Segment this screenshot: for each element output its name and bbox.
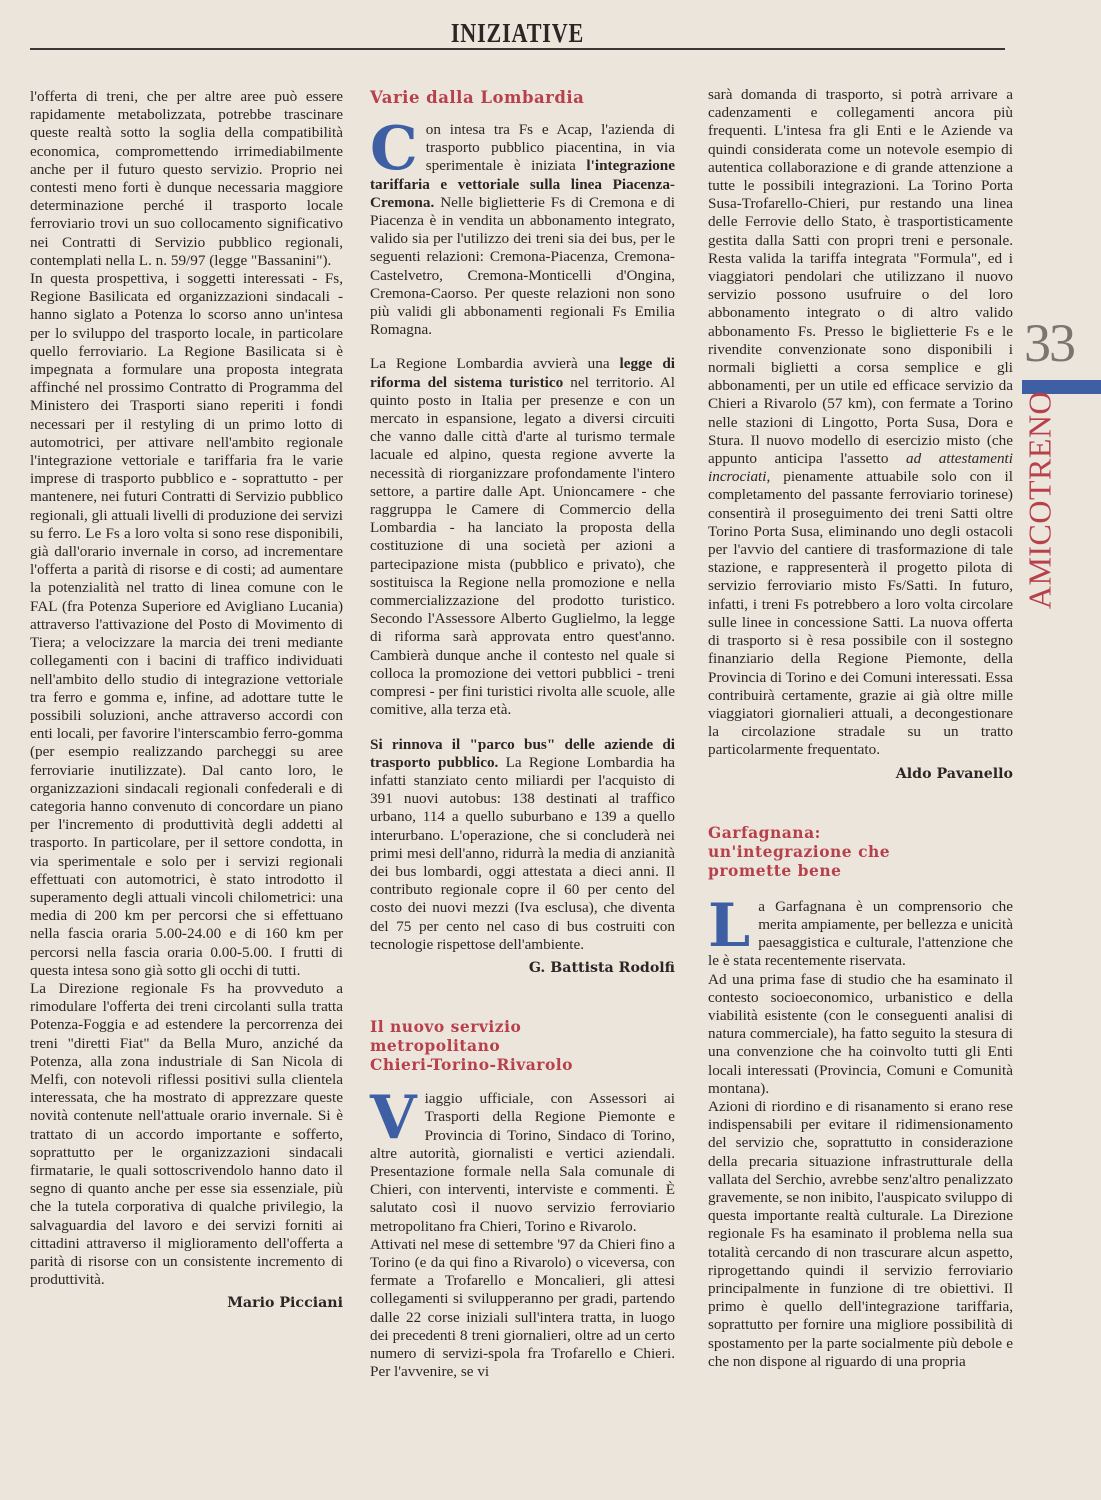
heading3-line-2: un'integrazione che bbox=[708, 841, 891, 861]
heading2-line-1: Il nuovo servizio bbox=[370, 1017, 522, 1037]
col2-paragraph-2 bbox=[370, 355, 675, 719]
col2-paragraph-3 bbox=[370, 736, 675, 954]
page-number: 33 bbox=[1024, 313, 1074, 373]
col2-paragraph-4 bbox=[370, 1083, 675, 1236]
col3-p1-italic: ad attestamenti incrociati bbox=[708, 450, 1013, 486]
col2-paragraph-5: Attivati nel mese di settembre '97 da Chieri fino a Torino (e da qui fino a Rivarolo) o viceversa, con fermate a Trofarello e Moncalieri, gli attesi collegamenti si svilupperanno per gradi, partendo dalle 22 corse iniziali sull'intera tratta, in luogo dei precedenti 8 treni giornalieri, oltre ad un certo numero di servizi-spola fra Trofarello e Chieri. Per l'avvenire, se vi bbox=[370, 1235, 675, 1381]
magazine-name: AMICOTRENO bbox=[1021, 390, 1058, 610]
col3-p1-text-b: , pienamente attuabile solo con il completamento del passante ferroviario torinese) consentirà il proseguimento dei treni Satti oltre Torino Porta Susa, eliminando uno degli ostacoli per l'avvio del cantiere di trasformazione di tale stazione, e rappresenterà il progetto pilota di servizio ferroviario misto Fs/Satti. In futuro, infatti, i treni Fs potrebbero a loro volta circolare sulle linee in concessione Satti. La nuova offerta di trasporto si è resa possibile con il sostegno finanziario della Regione Piemonte, della Provincia di Torino e dei Comuni interessati. Essa contribuirà certamente, grazie ai già oltre mille viaggiatori giornalieri attuali, a decongestionare la circolazione stradale su un tratto particolarmente frequentato. bbox=[708, 468, 1013, 759]
dropcap-c: C bbox=[370, 114, 418, 184]
col3-p1-text-a: sarà domanda di trasporto, si potrà arrivare a cadenzamenti e collegamenti ancora più frequenti. L'intesa fra gli Enti e le Aziende va quindi considerata come un notevole esempio di autentica collaborazione e di grande attenzione a tutte le possibili integrazioni. La Torino Porta Susa-Trofarello-Chieri, pur restando una linea delle Ferrovie dello Stato, è trasportisticamente gestita dalla Satti con propri treni e personale. Resta valida la tariffa integrata "Formula", ed i viaggiatori pendolari che utilizzano il nuovo servizio possono usufruire o del loro abbonamento integrato o di altro valido abbonamento Fs. Presso le biglietterie Fs e le rivendite convenzionate sono disponibili i normali biglietti a corsa semplice e gli abbonamenti, per un utile ed efficace servizio da Chieri a Rivarolo (57 km), con fermate a Torino nelle stazioni di Lingotto, Porta Susa, Dora e Stura. Il nuovo modello di esercizio misto (che appunto anticipa l'assetto bbox=[708, 86, 1013, 468]
heading-garfagnana bbox=[708, 823, 1013, 880]
col2-p2-bold: legge di riforma del sistema turistico bbox=[370, 355, 675, 391]
heading-chieri-torino-rivarolo bbox=[370, 1017, 675, 1074]
heading2-line-2: metropolitano bbox=[370, 1036, 501, 1056]
byline-pavanello: Aldo Pavanello bbox=[895, 765, 1013, 782]
col2-p1-bold: l'integrazione tariffaria e vettoriale sulla linea Piacenza-Cremona. bbox=[370, 157, 675, 211]
header-rule bbox=[30, 48, 1005, 50]
col2-p3-bold: Si rinnova il "parco bus" delle aziende di trasporto pubblico. bbox=[370, 735, 675, 771]
section-title: INIZIATIVE bbox=[450, 18, 585, 48]
col1-paragraph-1: l'offerta di treni, che per altre aree può essere rapidamente metabolizzata, potrebbe trascinare queste realtà sotto la soglia della compatibilità economica, compromettendo irrimediabilmente anche per il futuro questo servizio. Proprio nei contesti meno forti è dunque necessaria maggiore determinazione perché il trasporto locale ferroviario trovi un suo collocamento significativo nei Contratti di Servizio pubblico regionali, contemplati nella L. n. 59/97 (legge "Bassanini"). bbox=[30, 88, 343, 269]
col2-paragraph-1 bbox=[370, 114, 675, 339]
column-1 bbox=[30, 88, 343, 1313]
heading-lombardia: Varie dalla Lombardia bbox=[370, 88, 585, 107]
col2-p2-text-b: nel territorio. Al quinto posto in Italia per presenze e con un mercato in espansione, legato a diversi circuiti che vanno dalle città d'arte al turismo termale lacuale ed alpino, questa regione avverte la necessità di riorganizzare profondamente l'intero settore, a partire dalle Apt. Unioncamere - che raggruppa le Camere di Commercio della Lombardia - ha lanciato la proposta della costituzione di una società per azioni a partecipazione mista (pubblico e privato), che sostituisca la Regione nella promozione e nella commercializzazione del prodotto turistico. Secondo l'Assessore Alberto Guglielmo, la legge di riforma sarà approvata entro quest'anno. Cambierà dunque anche il contesto nel quale si colloca la promozione dei vettori pubblici - treni compresi - per fini turistici rivolta alle scuole, alle comitive, alla terza età. bbox=[370, 373, 675, 719]
col2-p4-text: iaggio ufficiale, con Assessori ai Trasporti della Regione Piemonte e Provincia di Torino, Sindaco di Torino, altre autorità, giornalisti e vertici aziendali. Presentazione formale nella Sala comunale di Chieri, con interventi, interviste e commenti. È salutato così il nuovo servizio ferroviario metropolitano fra Chieri, Torino e Rivarolo. bbox=[370, 1090, 675, 1235]
dropcap-v: V bbox=[370, 1083, 417, 1154]
col3-paragraph-3: Ad una prima fase di studio che ha esaminato il contesto socioeconomico, urbanistico e della viabilità esistente (con le conseguenti analisi di natura commerciale), ha fatto seguito la stesura di una convenzione che ha coinvolto tutti gli Enti locali interessati (Provincia, Comuni e Comunità montana). bbox=[708, 970, 1013, 1097]
col2-p2-text-a: La Regione Lombardia avvierà una bbox=[370, 355, 620, 373]
byline-mario-picciani: Mario Picciani bbox=[227, 1295, 343, 1312]
col3-paragraph-4: Azioni di riordino e di risanamento si erano rese indispensabili per evitare il ridimensionamento del servizio che, soprattutto in considerazione della precaria situazione infrastrutturale della vallata del Serchio, avrebbe senz'altro penalizzato gravemente, se non inibito, l'auspicato sviluppo di questa importante realtà culturale. La Direzione regionale Fs ha esaminato il problema nella sua totalità cercando di non trascurare alcun aspetto, riprogettando quindi il servizio ferroviario principalmente in funzione di tre obiettivi. Il primo è quello dell'integrazione tariffaria, soprattutto per fornire una migliore possibilità di spostamento per la parte socialmente più debole e che non dispone al riguardo di una propria bbox=[708, 1097, 1013, 1370]
column-3 bbox=[708, 86, 1013, 1371]
col3-paragraph-1 bbox=[708, 86, 1013, 760]
heading3-line-3: promette bene bbox=[708, 860, 842, 880]
col1-paragraph-3: La Direzione regionale Fs ha provveduto a rimodulare l'offerta dei treni circolanti sulla tratta Potenza-Foggia e ad estendere la percorrenza dei treni "diretti Fiat" da Bella Muro, anziché da Potenza, alla zona industriale di San Nicola di Melfi, con notevoli riflessi positivi sulla clientela interessata, che ha mostrato di apprezzare queste novità contenute nell'attuale orario invernale. Si è trattato di un accordo importante e sofferto, soprattutto per le organizzazioni sindacali firmatarie, le quali sottoscrivendolo hanno dato il segno di quanto anche per esse sia essenziale, più che la tutela corporativa di qualche privilegio, la salvaguardia del lavoro e dei servizi forniti ai cittadini attraverso il miglioramento dell'offerta a parità di risorse con un consistente incremento di produttività. bbox=[30, 979, 343, 1289]
col3-paragraph-2 bbox=[708, 890, 1013, 971]
col2-p1-text-a: on intesa tra Fs e Acap, l'azienda di trasporto pubblico piacentina, in via sperimentale è iniziata bbox=[425, 121, 675, 175]
heading3-line-1: Garfagnana: bbox=[708, 822, 821, 842]
byline-rodolfi: G. Battista Rodolfi bbox=[528, 959, 675, 976]
page-header bbox=[30, 18, 1005, 52]
col3-p2-text: a Garfagnana è un comprensorio che merita ampiamente, per bellezza e unicità paesaggistica e culturale, l'attenzione che le è stata recentemente riservata. bbox=[708, 897, 1013, 970]
col1-paragraph-2: In questa prospettiva, i soggetti interessati - Fs, Regione Basilicata ed organizzazioni sindacali - hanno siglato a Potenza lo scorso anno un'intesa per lo sviluppo del trasporto locale, in particolare quello ferroviario. La Regione Basilicata si è impegnata a formulare una proposta integrata affinché nel prossimo Contratto di Programma del Ministero dei Trasporti siano reperiti i fondi necessari per il restyling di un primo lotto di automotrici, per attivare nell'ambito regionale l'integrazione vettoriale e tariffaria fra le varie imprese di trasporto pubblico e - soprattutto - per mantenere, nei futuri Contratti di Servizio pubblico regionali, gli attuali livelli di produzione dei servizi su ferro. Le Fs a loro volta si sono rese disponibili, già dall'orario invernale in corso, ad incrementare l'offerta a parità di risorse e di costi; ad aumentare la potenzialità nel tratto di linea comune con le FAL (fra Potenza Superiore ed Avigliano Lucania) attraverso l'attivazione del Posto di Movimento di Tiera; a velocizzare la marcia dei treni mediante collegamenti con i bacini di traffico individuati nell'ambito dello studio di integrazione vettoriale tra ferro e gomma e, infine, ad adottare tutte le possibili soluzioni, anche attraverso accordi con enti locali, per favorire l'interscambio ferro-gomma (per esempio realizzando parcheggi su aree ferroviarie inutilizzate). Dal canto loro, le organizzazioni sindacali regionali confederali e di categoria hanno convenuto di concordare un piano per l'incremento di produttività degli addetti al trasporto. In particolare, per il settore condotta, in via sperimentale e solo per i servizi regionali effettuati con automotrici, è stato introdotto il superamento degli attuali vincoli chilometrici: una media di 200 km per percorsi che si effettuano nella fascia oraria 5.00-24.00 e di 160 km per percorsi nella fascia oraria 0.00-5.00. I frutti di questa intesa sono già sotto gli occhi di tutti. bbox=[30, 270, 343, 979]
col2-p1-text-b: Nelle biglietterie Fs di Cremona e di Piacenza è in vendita un abbonamento integrato, valido sia per l'utilizzo dei treni sia dei bus, per le seguenti relazioni: Cremona-Piacenza, Cremona-Castelvetro, Cremona-Monticelli d'Ongina, Cremona-Caorso. Per queste relazioni non sono più validi gli abbonamenti regionali Fs Emilia Romagna. bbox=[370, 193, 675, 339]
dropcap-l: L bbox=[708, 890, 751, 961]
column-2 bbox=[370, 88, 675, 1381]
heading2-line-3: Chieri-Torino-Rivarolo bbox=[370, 1055, 574, 1075]
col2-p3-text: La Regione Lombardia ha infatti stanziato cento miliardi per l'acquisto di 391 nuovi autobus: 138 destinati al traffico urbano, 114 a quello suburbano e 139 a quello interurbano. L'operazione, che si concluderà nei primi mesi dell'anno, ridurrà la media di anzianità dei bus lombardi, oggi attestata a dieci anni. Il contributo regionale copre il 60 per cento del costo dei nuovi mezzi (Iva esclusa), che diventa del 75 per cento nel caso di bus costruiti con tecnologie rispettose dell'ambiente. bbox=[370, 753, 675, 953]
